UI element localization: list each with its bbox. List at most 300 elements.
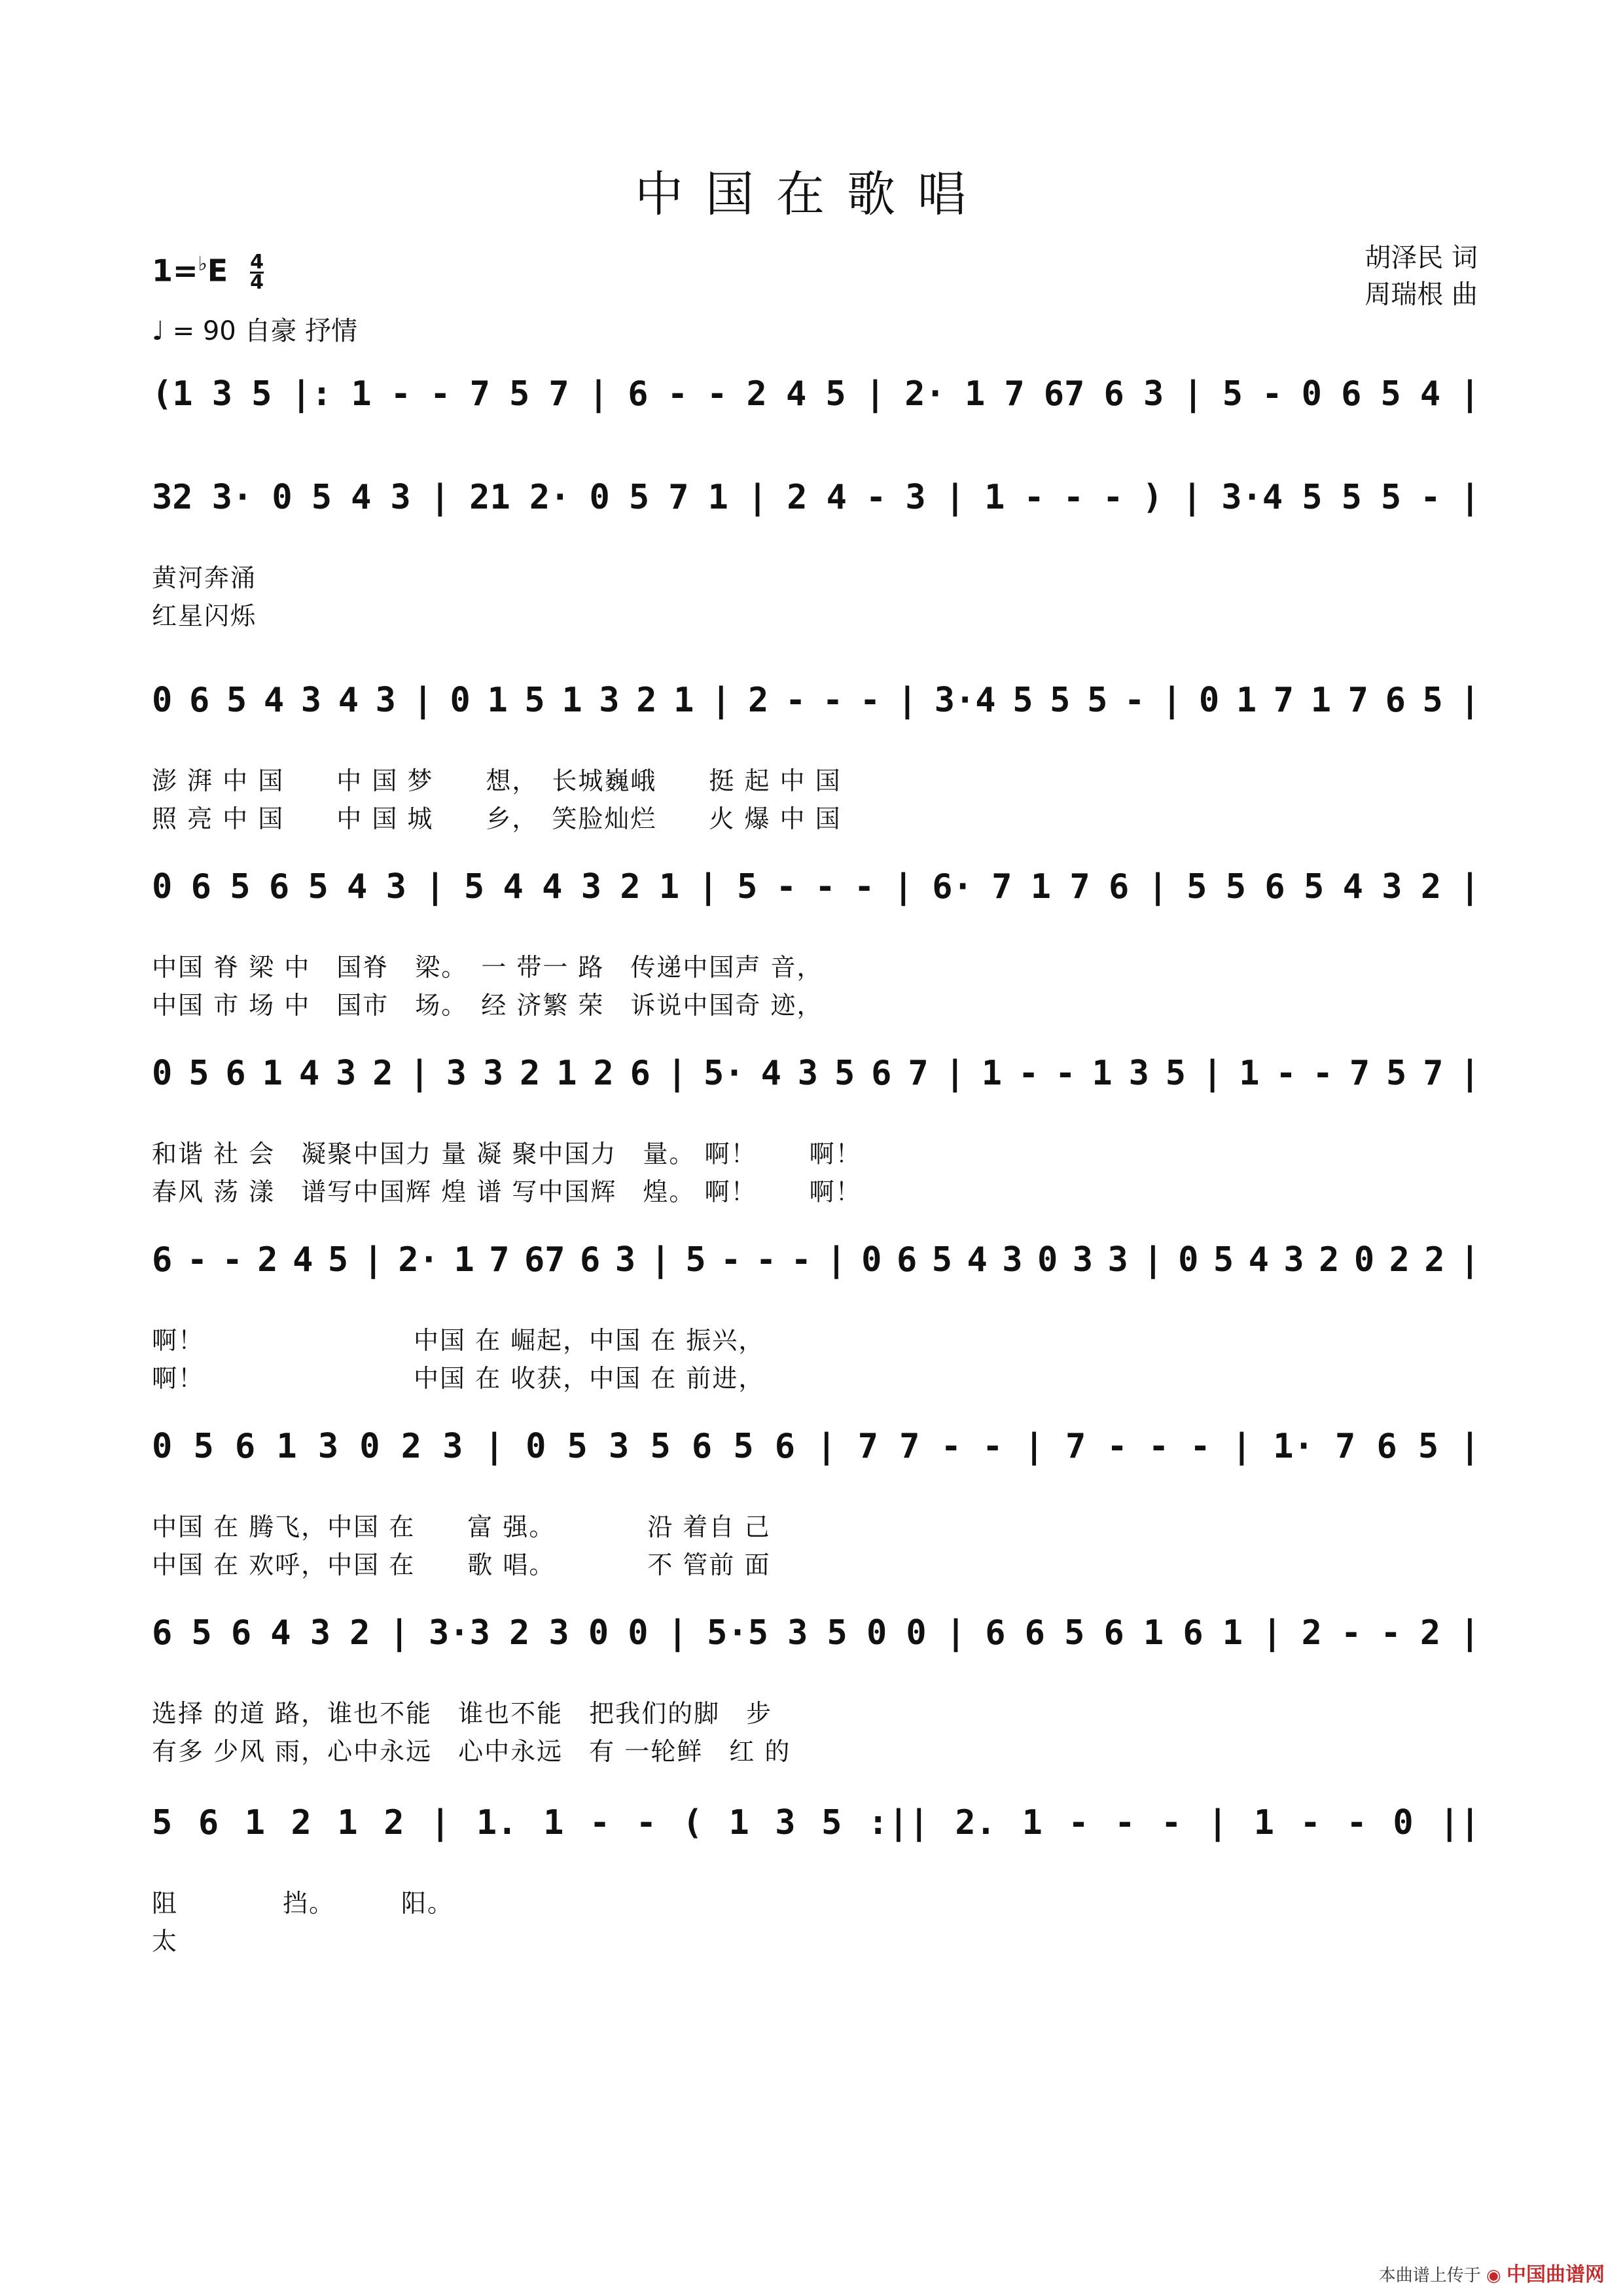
notes [152, 867, 1480, 906]
note: - [859, 681, 881, 720]
score-line-3 [152, 681, 1480, 740]
barline: | [1459, 867, 1480, 906]
note: 6 [1376, 1427, 1397, 1466]
note: 7 [1347, 681, 1368, 720]
note: 1 [984, 478, 1005, 517]
note: 5 [1341, 478, 1362, 517]
note: ) [1142, 478, 1163, 517]
lyrics-verse-1: 阻 挡。 阳。 [152, 1889, 454, 1918]
note: - [667, 374, 688, 414]
note: 0 [152, 867, 173, 906]
note: 0 [272, 478, 293, 517]
note: 5 [825, 374, 846, 414]
note: 1 [1022, 1803, 1043, 1842]
note: - [390, 374, 412, 414]
note: 5 [1050, 681, 1071, 720]
note: 5 [226, 681, 247, 720]
note: 67 [1043, 374, 1085, 414]
lyrics-verse-2: 有多 少风 雨，心中永远 心中永远 有 一轮鲜 红 的 [152, 1737, 791, 1766]
note: 1 [1222, 1613, 1243, 1653]
barline: | [826, 1240, 847, 1280]
score-line-4 [152, 867, 1480, 926]
note: 5 [191, 1613, 212, 1653]
note: 4 [1342, 867, 1363, 906]
lyrics-verse-2: 啊！ 中国 在 收获，中国 在 前进， [152, 1364, 765, 1393]
note: 1 [337, 1803, 358, 1842]
barline: | [711, 681, 732, 720]
note: 1 [1030, 867, 1052, 906]
note: 2 [257, 1240, 278, 1280]
note: - [1024, 478, 1044, 517]
note: 0 [152, 1054, 173, 1093]
note: 7 [1004, 374, 1025, 414]
note: 5 [1165, 1054, 1186, 1093]
note: 6 [774, 1427, 796, 1466]
barline: | [1231, 1427, 1253, 1466]
barline: | [389, 1613, 410, 1653]
note: 5 [311, 478, 332, 517]
note: 6· [932, 867, 973, 906]
note: 7 [668, 478, 689, 517]
note: 1 [276, 1427, 297, 1466]
note: 3 [580, 867, 602, 906]
score-line-1 [152, 374, 1480, 433]
barline: | [1183, 374, 1204, 414]
lyrics-verse-2: 红星闪烁 [152, 601, 257, 630]
tempo-bpm: = 90 [172, 316, 236, 346]
barline: | [816, 1427, 837, 1466]
note: 0 [861, 1240, 882, 1280]
lyrics-verse-2: 照 亮 中 国 中 国 城 乡， 笑脸灿烂 火 爆 中 国 [152, 804, 842, 833]
note: - [635, 1803, 657, 1842]
note: 2 [1424, 1240, 1445, 1280]
note: 3 [336, 1054, 357, 1093]
barline: | [1161, 681, 1183, 720]
note: 6 [152, 1613, 173, 1653]
note: 5 [193, 1427, 214, 1466]
note: 4 [542, 867, 563, 906]
note: 0 [588, 1613, 609, 1653]
note: 3 [317, 1427, 339, 1466]
note: 5 [463, 867, 485, 906]
note: - [187, 1240, 208, 1280]
barline: | [944, 1054, 965, 1093]
note: 6 [225, 1054, 246, 1093]
note: 2 [1389, 1240, 1410, 1280]
note: 5 [1064, 1613, 1085, 1653]
note: 2 [787, 478, 808, 517]
lyrics-verse-1: 中国 在 腾飞，中国 在 富 强。 沿 着自 己 [152, 1513, 771, 1541]
note: 7 [857, 1427, 879, 1466]
note: 2 [401, 1427, 422, 1466]
note: 7 [908, 1054, 929, 1093]
barline: | [484, 1427, 505, 1466]
lyrics-verse-1: 黄河奔涌 [152, 564, 257, 592]
note: 3 [482, 1054, 504, 1093]
note: 5 [628, 478, 650, 517]
note: 0 [1353, 1240, 1375, 1280]
score-line-7 [152, 1427, 1480, 1486]
barline: | [430, 1803, 451, 1842]
lyrics-verse-2: 中国 在 欢呼，中国 在 歌 唱。 不 管前 面 [152, 1551, 771, 1579]
score-line-9 [152, 1803, 1480, 1862]
note: 32 [152, 478, 193, 517]
note: 0 [1393, 1803, 1414, 1842]
time-bottom: 4 [250, 271, 264, 295]
note: 3 [211, 374, 233, 414]
barline: |: [291, 374, 332, 414]
note: 3 [300, 681, 322, 720]
barline: | [1459, 1613, 1480, 1653]
note: - [1107, 1427, 1128, 1466]
barline: | [698, 867, 719, 906]
barline: | [1262, 1613, 1283, 1653]
note: 3 [905, 478, 926, 517]
note: 0 [1037, 1240, 1058, 1280]
note: 2 [748, 681, 769, 720]
note: 5 [650, 1427, 671, 1466]
upload-text: 本曲谱上传于 [1378, 2266, 1481, 2286]
key-signature [152, 251, 264, 295]
note: 6 [1341, 374, 1362, 414]
note: 6 [1108, 867, 1130, 906]
note: 3 [446, 1054, 467, 1093]
lyrics-verse-2: 春风 荡 漾 谱写中国辉 煌 谱 写中国辉 煌。 啊！ 啊！ [152, 1177, 862, 1206]
quarter-note-icon: ♩ [152, 316, 164, 346]
score-line-8 [152, 1613, 1480, 1672]
note: 1 [673, 681, 694, 720]
note: 5· [704, 1054, 745, 1093]
note: 7 [1349, 1054, 1370, 1093]
note: 5 [1422, 681, 1443, 720]
note: 2 [291, 1803, 312, 1842]
barline: | [1459, 681, 1480, 720]
tempo-marking [152, 310, 357, 348]
note: 2 [620, 867, 641, 906]
barline: | [1181, 478, 1203, 517]
note: - [1068, 1803, 1089, 1842]
note: 1 [1236, 681, 1257, 720]
lyricist-credit: 胡泽民 词 [1364, 243, 1478, 273]
note: 2. [955, 1803, 997, 1842]
note: 7 [899, 1427, 920, 1466]
note: 6 [234, 1427, 256, 1466]
note: 5 [308, 867, 329, 906]
note: 3 [390, 478, 411, 517]
note: 1 [556, 1054, 577, 1093]
note: 2 [508, 1613, 530, 1653]
note: 5 [524, 681, 545, 720]
note: 0 [152, 681, 173, 720]
note: 6 [985, 1613, 1006, 1653]
note: - [1341, 1613, 1362, 1653]
note: 5 [1418, 1427, 1439, 1466]
note: - [791, 1240, 812, 1280]
note: 0 [1178, 1240, 1199, 1280]
note: 5 [1186, 867, 1207, 906]
note: 5 [251, 374, 272, 414]
notes [152, 1240, 1480, 1280]
note: 2· [398, 1240, 439, 1280]
barline: | [588, 374, 609, 414]
barline: :|| [867, 1803, 929, 1842]
note: 5 [1303, 867, 1325, 906]
note: 5 [1012, 681, 1033, 720]
note: 4 [347, 867, 368, 906]
note: - [1380, 1613, 1401, 1653]
note: - [940, 1427, 961, 1466]
lyrics-verse-1: 澎 湃 中 国 中 国 梦 想， 长城巍峨 挺 起 中 国 [152, 766, 842, 795]
note: 3 [310, 1613, 330, 1653]
note: - [1275, 1054, 1296, 1093]
note: 4 [503, 867, 524, 906]
notes [152, 681, 1480, 720]
note: 6 [1385, 681, 1406, 720]
note: 3 [797, 1054, 819, 1093]
note: 3 [1283, 1240, 1304, 1280]
notes [152, 374, 1480, 414]
note: - [1300, 1803, 1321, 1842]
note: 5 [737, 867, 758, 906]
note: 5 [821, 1803, 842, 1842]
note: - [430, 374, 451, 414]
note: - [776, 867, 797, 906]
composer-credit: 周瑞根 曲 [1364, 279, 1478, 310]
note: - [1115, 1803, 1135, 1842]
note: 7 [1423, 1054, 1444, 1093]
note: 1 [1310, 681, 1332, 720]
note: 2· [529, 478, 571, 517]
barline: | [409, 1054, 430, 1093]
barline: | [1459, 374, 1480, 414]
note: 2 [383, 1803, 404, 1842]
note: - [1312, 1054, 1333, 1093]
note: 5 [230, 867, 251, 906]
note: - [1063, 478, 1084, 517]
flat-sign: ♭ [198, 253, 207, 276]
note: 3 [1107, 1240, 1128, 1280]
note: 5 [1386, 1054, 1407, 1093]
note: 3 [1002, 1240, 1023, 1280]
note: 4 [270, 1613, 291, 1653]
note: 6 [691, 1427, 713, 1466]
note: 5 [327, 1240, 349, 1280]
note: 1 [1239, 1054, 1260, 1093]
note: 2 [1419, 1613, 1441, 1653]
note: 6 [871, 1054, 892, 1093]
note: 2· [904, 374, 946, 414]
note: 4 [298, 1054, 320, 1093]
note: - [853, 867, 875, 906]
note: 5 [1380, 374, 1401, 414]
note: 6 [580, 1240, 601, 1280]
note: - [815, 867, 836, 906]
note: 5 [1225, 867, 1247, 906]
barline: | [893, 867, 914, 906]
note: 1 [1143, 1613, 1164, 1653]
note: - [755, 1240, 777, 1280]
note: 6 [152, 1240, 173, 1280]
note: 4 [967, 1240, 988, 1280]
note: 6 [1024, 1613, 1045, 1653]
note: 4 [826, 478, 847, 517]
barline: | [1024, 1427, 1044, 1466]
barline: | [666, 1054, 688, 1093]
lyrics-verse-2: 太 [152, 1927, 179, 1956]
barline: | [1459, 478, 1480, 517]
note: 5 [1222, 374, 1243, 414]
notes [152, 1613, 1480, 1653]
barline: | [945, 1613, 967, 1653]
notes [152, 1803, 1480, 1842]
note: - [589, 1803, 611, 1842]
note: 5 [931, 1240, 953, 1280]
note: 1 [707, 478, 728, 517]
note: 0 [628, 1613, 649, 1653]
note: - [1055, 1054, 1076, 1093]
note: 3 [608, 1427, 630, 1466]
note: 2 [593, 1054, 614, 1093]
note: 5 [685, 1240, 706, 1280]
note: - [1018, 1054, 1039, 1093]
barline: | [1459, 1054, 1480, 1093]
note: 5 [1302, 478, 1323, 517]
note: 6 [1183, 1613, 1204, 1653]
note: 6 [1264, 867, 1285, 906]
time-signature [250, 251, 264, 295]
brand-name: 中国曲谱网 [1507, 2263, 1605, 2286]
note: 3 [1072, 1240, 1094, 1280]
score-line-6 [152, 1240, 1480, 1299]
note: 4 [760, 1054, 781, 1093]
note: 6 [268, 867, 290, 906]
page-title: 中国在歌唱 [635, 166, 988, 223]
note: 1 [728, 1803, 749, 1842]
note: 1 [964, 374, 986, 414]
note: 6 [230, 1613, 252, 1653]
note: 1. [476, 1803, 518, 1842]
note: 7 [1065, 1427, 1086, 1466]
note: 6 [630, 1054, 651, 1093]
note: 7 [1335, 1427, 1356, 1466]
note: 6 [188, 681, 210, 720]
time-top: 4 [250, 251, 264, 274]
notes [152, 1054, 1480, 1093]
note: 5 [1380, 478, 1402, 517]
note: 3· [211, 478, 253, 517]
note: 1· [1273, 1427, 1314, 1466]
note: - [1124, 681, 1145, 720]
barline: | [1147, 867, 1168, 906]
note: 3·3 [428, 1613, 490, 1653]
note: 1 [658, 867, 680, 906]
note: 2 [1420, 867, 1442, 906]
note: 3 [548, 1613, 569, 1653]
note: 5 [1087, 681, 1108, 720]
note: (1 [152, 374, 193, 414]
note: 21 [469, 478, 510, 517]
note: 5 [827, 1613, 847, 1653]
note: 5·5 [707, 1613, 769, 1653]
note: - [1262, 374, 1283, 414]
note: 5 [188, 1054, 209, 1093]
score-line-5 [152, 1054, 1480, 1113]
note: 4 [1419, 374, 1441, 414]
note: 0 [152, 1427, 173, 1466]
note: 6 [628, 374, 649, 414]
note: - [707, 374, 728, 414]
note: 3 [385, 867, 406, 906]
barline: | [1459, 1427, 1480, 1466]
barline: | [667, 1613, 688, 1653]
barline: | [944, 478, 966, 517]
note: 67 [524, 1240, 565, 1280]
tempo-expression: 自豪 抒情 [244, 316, 358, 346]
note: 2 [372, 1054, 393, 1093]
note: 3·4 [1221, 478, 1283, 517]
note: 5 [834, 1054, 855, 1093]
note: 3 [599, 681, 620, 720]
note: 0 [1301, 374, 1322, 414]
note: 0 [526, 1427, 546, 1466]
note: 6 [190, 867, 211, 906]
barline: | [429, 478, 451, 517]
barline: | [425, 867, 446, 906]
note: 7 [1069, 867, 1090, 906]
note: - [1420, 478, 1441, 517]
note: 5 [567, 1427, 588, 1466]
note: - [982, 1427, 1003, 1466]
key-prefix: 1= [152, 253, 198, 289]
note: 4 [1248, 1240, 1269, 1280]
note: 3 [1143, 374, 1164, 414]
note: - [1346, 1803, 1367, 1842]
note: 4 [338, 681, 359, 720]
note: 0 [1198, 681, 1220, 720]
lyrics-verse-1: 中国 脊 梁 中 国脊 梁。 一 带一 路 传递中国声 音， [152, 953, 823, 982]
note: - [1190, 1427, 1211, 1466]
key-note: E [207, 253, 228, 289]
note: 7 [1273, 681, 1294, 720]
note: 1 [543, 1803, 564, 1842]
note: 2 [520, 1054, 541, 1093]
note: 7 [489, 1240, 510, 1280]
note: 5 [1213, 1240, 1234, 1280]
score-line-2 [152, 478, 1480, 537]
note: 1 [351, 374, 372, 414]
lyrics-verse-1: 啊！ 中国 在 崛起，中国 在 振兴， [152, 1326, 765, 1355]
notes [152, 1427, 1480, 1466]
note: 6 [1103, 1613, 1124, 1653]
note: 4 [263, 681, 285, 720]
note: 4 [785, 374, 807, 414]
note: 6 [896, 1240, 918, 1280]
note: 1 [562, 681, 582, 720]
note: 0 [589, 478, 610, 517]
brand-logo-icon: ◉ [1486, 2266, 1501, 2286]
barline: | [897, 681, 918, 720]
barline: | [865, 374, 886, 414]
note: 1 [454, 1240, 474, 1280]
note: 0 [450, 681, 471, 720]
note: 7 [548, 374, 569, 414]
note: 0 [359, 1427, 380, 1466]
note: 3 [1128, 1054, 1149, 1093]
barline: | [650, 1240, 671, 1280]
note: 6 [198, 1803, 219, 1842]
barline: | [1207, 1803, 1228, 1842]
note: 3 [375, 681, 396, 720]
